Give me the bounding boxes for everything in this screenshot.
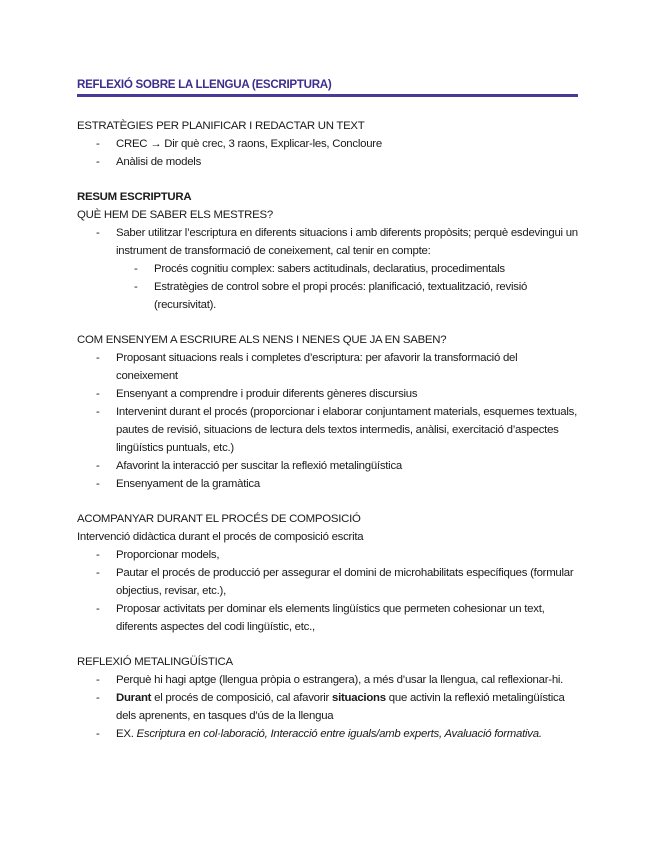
list-item-text: el procés de composició, cal afavorir	[151, 692, 333, 704]
list-item: - Proposar activitats per dominar els elements lingüístics que permeten cohesionar un text, diferents aspectes del codi lingüístic, etc.,	[77, 600, 582, 636]
section-heading: REFLEXIÓ METALINGÜÍSTICA	[77, 656, 233, 668]
list-item	[77, 725, 582, 743]
list-item: - CREC → Dir què crec, 3 raons, Explicar-les, Concloure	[77, 135, 582, 153]
section-subheading: QUÈ HEM DE SABER ELS MESTRES?	[77, 209, 273, 221]
list-item: - Anàlisi de models	[77, 153, 582, 171]
section-heading: ESTRATÈGIES PER PLANIFICAR I REDACTAR UN TEXT	[77, 120, 365, 132]
title-underline	[77, 94, 578, 97]
section-estrategies	[77, 117, 582, 171]
list-item-text: que activin la reflexió metalingüística dels aprenents, en tasques d’ús de la llengua	[116, 692, 565, 722]
list-item: - Ensenyament de la gramàtica	[77, 475, 582, 493]
sub-list-item: - Procés cognitiu complex: sabers actitudinals, declaratius, procedimentals	[116, 260, 582, 278]
sub-list-item: - Estratègies de control sobre el propi procés: planificació, textualització, revisió (recursivitat).	[116, 278, 582, 314]
bullet-list	[77, 671, 582, 743]
list-item: - Intervenint durant el procés (proporcionar i elaborar conjuntament materials, esquemes textuals, pautes de revisió, situacions de lectura dels textos intermedis, anàlisi, exercitació d’aspectes lingüístics puntuals, etc.)	[77, 403, 582, 457]
bullet-list	[77, 349, 582, 493]
list-item	[77, 224, 582, 314]
section-acompanyar	[77, 510, 582, 636]
list-item: - Perquè hi hagi aptge (llengua pròpia o estrangera), a més d’usar la llengua, cal reflexionar-hi.	[77, 671, 582, 689]
list-item: - Proposant situacions reals i completes d’escriptura: per afavorir la transformació del coneixement	[77, 349, 582, 385]
bullet-list	[77, 135, 582, 171]
document-content	[77, 117, 582, 760]
sub-bullet-list	[116, 260, 582, 314]
section-heading: RESUM ESCRIPTURA	[77, 191, 192, 203]
section-reflexio	[77, 653, 582, 743]
list-item: - Afavorint la interacció per suscitar la reflexió metalingüística	[77, 457, 582, 475]
bold-text: situacions	[332, 692, 386, 704]
section-heading: COM ENSENYEM A ESCRIURE ALS NENS I NENES QUE JA EN SABEN?	[77, 334, 447, 346]
page-title: REFLEXIÓ SOBRE LA LLENGUA (ESCRIPTURA)	[77, 78, 332, 91]
list-item: - Proporcionar models,	[77, 546, 582, 564]
example-text: Escriptura en col·laboració, Interacció entre iguals/amb experts, Avaluació formativa.	[136, 728, 542, 740]
section-ensenyem	[77, 331, 582, 493]
section-subheading: Intervenció didàctica durant el procés de composició escrita	[77, 531, 364, 543]
section-resum	[77, 188, 582, 314]
example-prefix: EX.	[116, 728, 137, 740]
list-item: - Ensenyant a comprendre i produir diferents gèneres discursius	[77, 385, 582, 403]
bullet-list	[77, 224, 582, 314]
bullet-list	[77, 546, 582, 636]
list-item: - Pautar el procés de producció per assegurar el domini de microhabilitats específiques (formular objectius, revisar, etc.),	[77, 564, 582, 600]
section-heading: ACOMPANYAR DURANT EL PROCÉS DE COMPOSICIÓ	[77, 513, 361, 525]
bold-text: Durant	[116, 692, 152, 704]
list-item	[77, 689, 582, 725]
list-item-text: Saber utilitzar l’escriptura en diferents situacions i amb diferents propòsits; perquè esdevingui un instrument de transformació de coneixement, cal tenir en compte:	[116, 227, 578, 257]
